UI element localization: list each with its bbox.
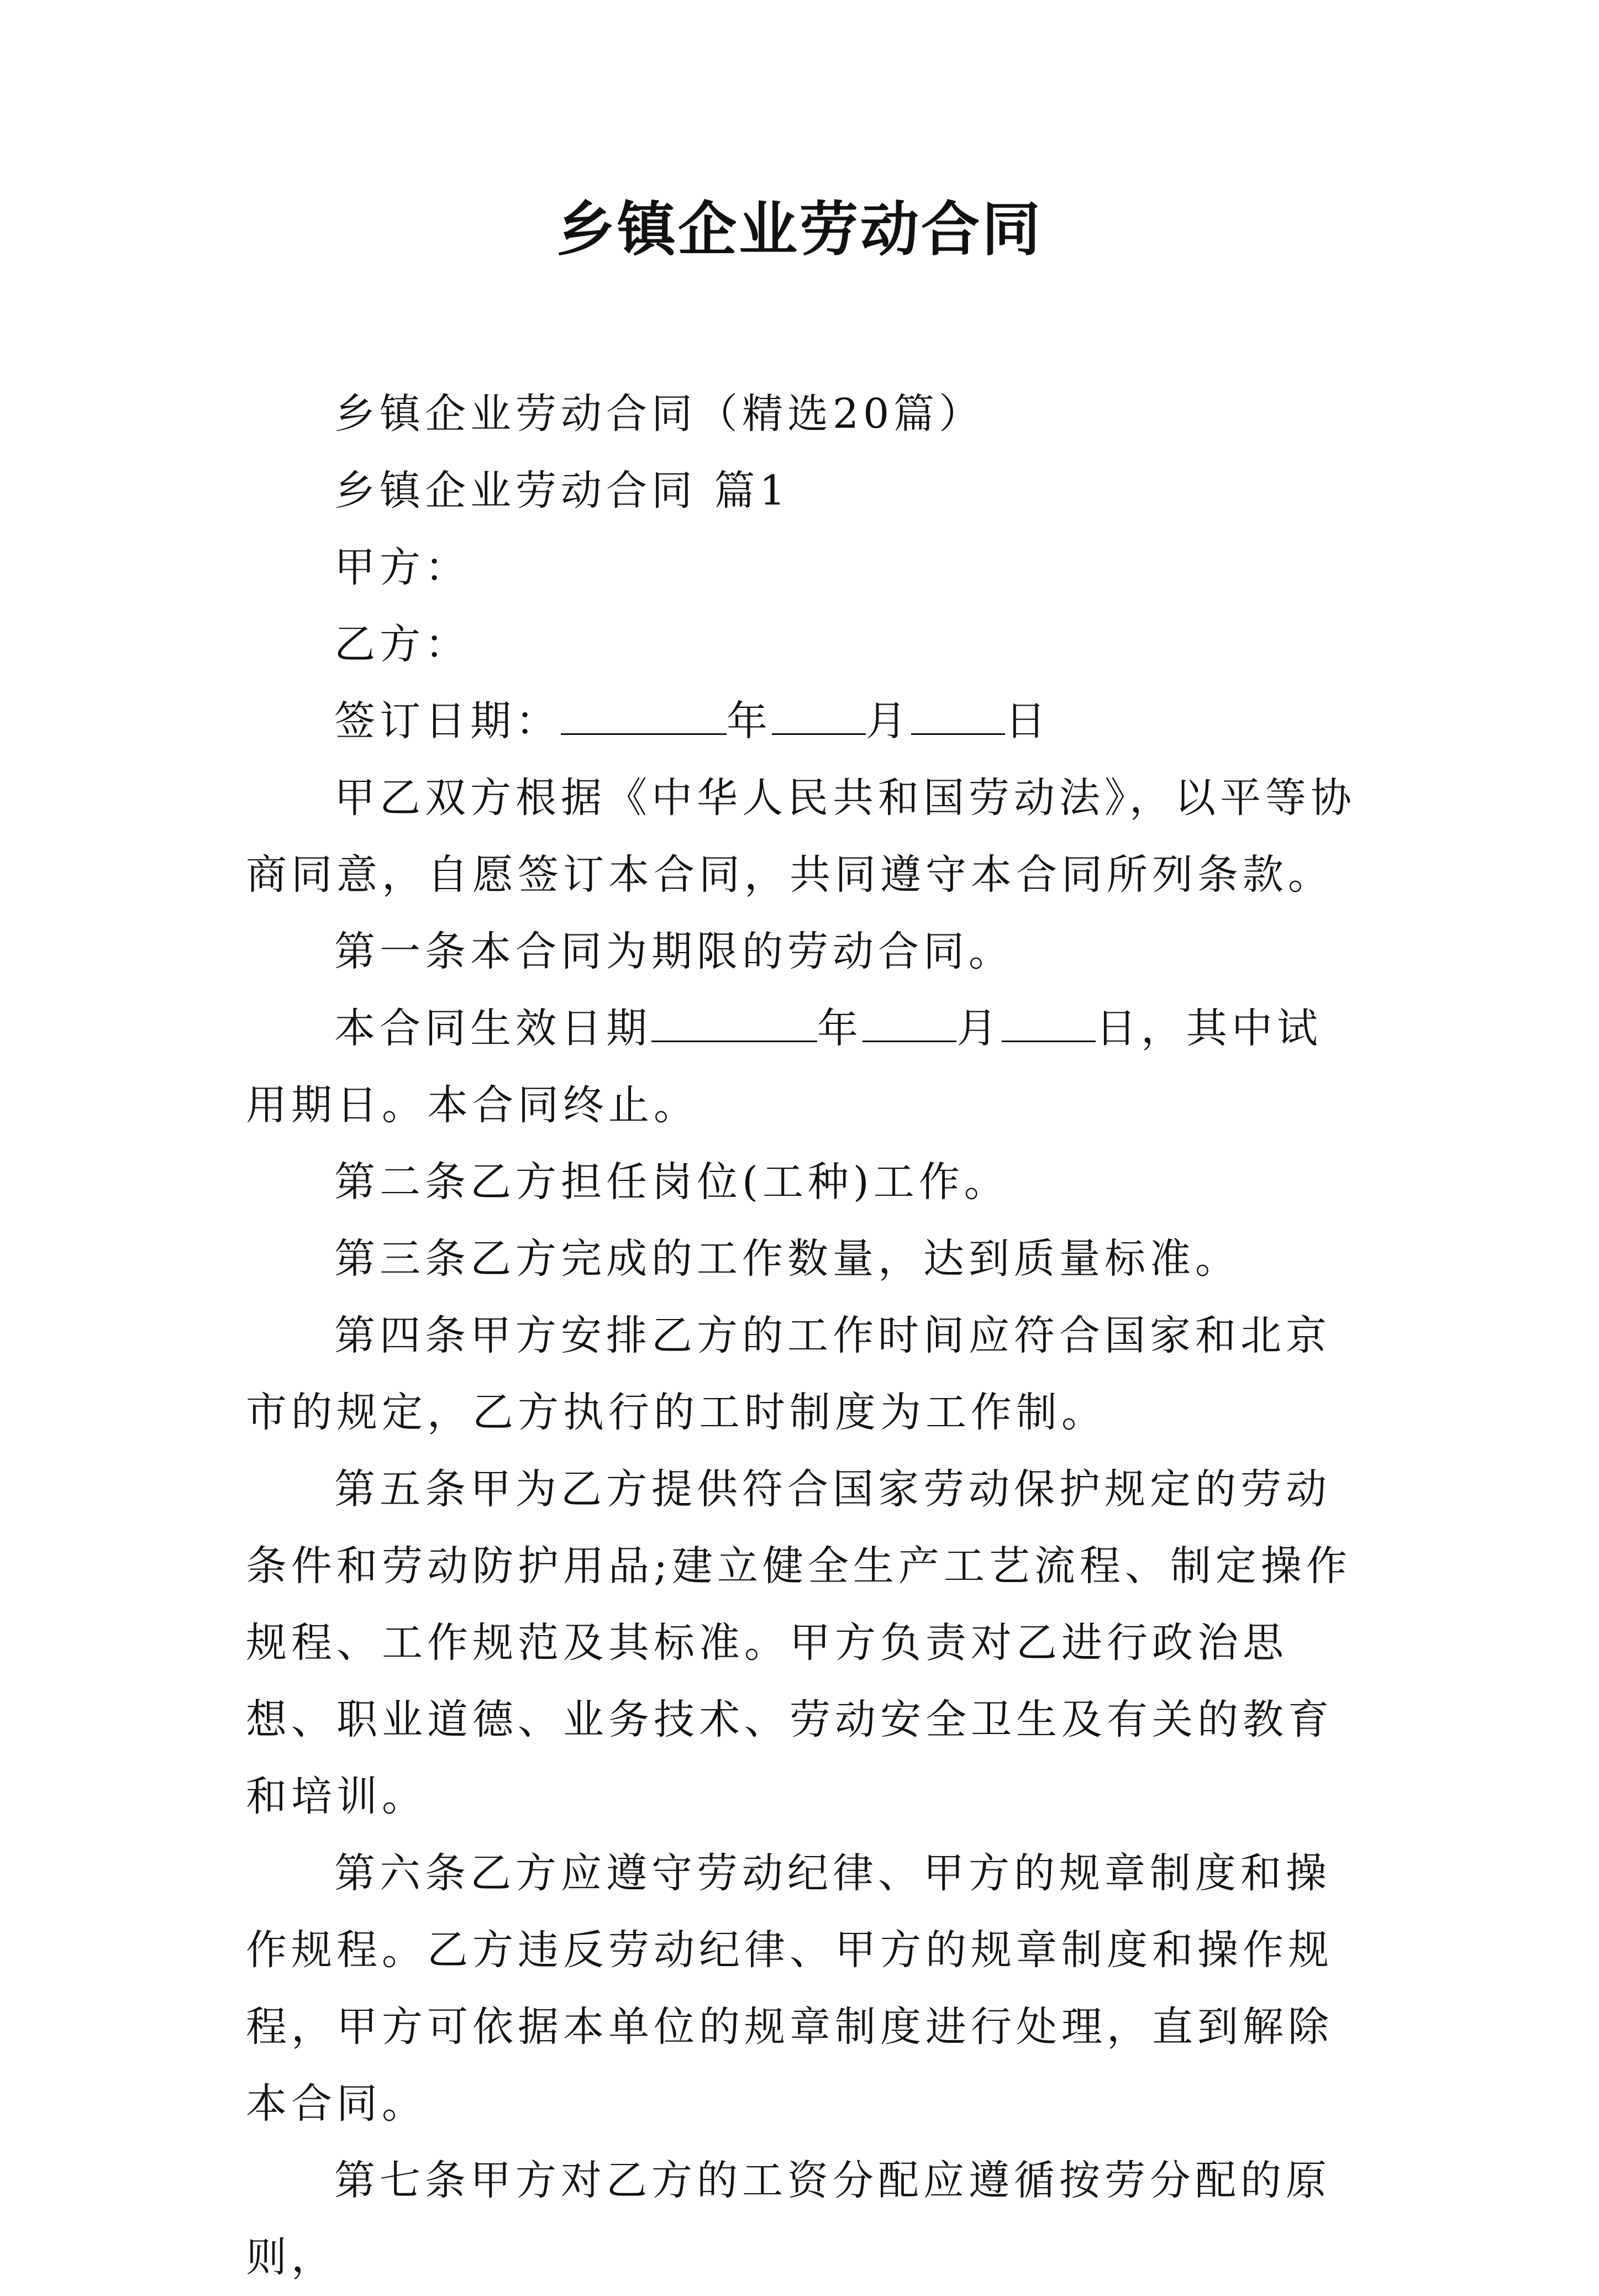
party-a-line: 甲方：	[334, 544, 470, 591]
article-7: 第七条甲方对乙方的工资分配应遵循按劳分配的原则，	[246, 2157, 1331, 2281]
effective-month-blank	[862, 1002, 956, 1042]
signing-month-unit: 月	[866, 697, 911, 745]
effective-month-unit: 月	[956, 1005, 1002, 1052]
signing-day-blank	[911, 695, 1005, 735]
effective-day-blank	[1002, 1002, 1096, 1042]
paragraph-collection-heading: 乡镇企业劳动合同（精选20篇）	[334, 390, 985, 438]
signing-date-label: 签订日期：	[334, 697, 561, 745]
signing-day-unit: 日	[1005, 697, 1050, 745]
signing-year-unit: 年	[727, 697, 772, 745]
signing-year-blank	[561, 695, 727, 735]
article-5: 第五条甲为乙方提供符合国家劳动保护规定的劳动条件和劳动防护用品;建立健全生产工艺流程、制定操作规程、工作规范及其标准。甲方负责对乙进行政治思想、职业道德、业务技术、劳动安全卫生及有关的教育和培训。	[246, 1465, 1351, 1820]
article-3: 第三条乙方完成的工作数量，达到质量标准。	[334, 1235, 1240, 1283]
party-b-line: 乙方：	[334, 621, 470, 668]
effective-year-blank	[651, 1002, 817, 1042]
article-4: 第四条甲方安排乙方的工作时间应符合国家和北京市的规定，乙方执行的工时制度为工作制。	[246, 1312, 1331, 1436]
effective-date-paragraph	[246, 990, 1356, 1144]
document-title: 乡镇企业劳动合同	[556, 195, 1043, 264]
signing-date-line	[246, 683, 1356, 760]
preamble-paragraph: 甲乙双方根据《中华人民共和国劳动法》，以平等协商同意，自愿签订本合同，共同遵守本合同所列条款。	[246, 774, 1356, 899]
document-body	[246, 376, 1356, 2296]
effective-date-label: 本合同生效日期	[334, 1005, 651, 1052]
paragraph-section-heading: 乡镇企业劳动合同 篇1	[334, 467, 790, 514]
article-2: 第二条乙方担任岗位(工种)工作。	[334, 1158, 1009, 1206]
effective-date-rest: 日，其中试用期日。本合同终止。	[246, 1005, 1322, 1129]
article-6: 第六条乙方应遵守劳动纪律、甲方的规章制度和操作规程。乙方违反劳动纪律、甲方的规章制度和操作规程，甲方可依据本单位的规章制度进行处理，直到解除本合同。	[246, 1850, 1333, 2127]
article-1: 第一条本合同为期限的劳动合同。	[334, 928, 1014, 975]
signing-month-blank	[772, 695, 866, 735]
effective-year-unit: 年	[817, 1005, 862, 1052]
